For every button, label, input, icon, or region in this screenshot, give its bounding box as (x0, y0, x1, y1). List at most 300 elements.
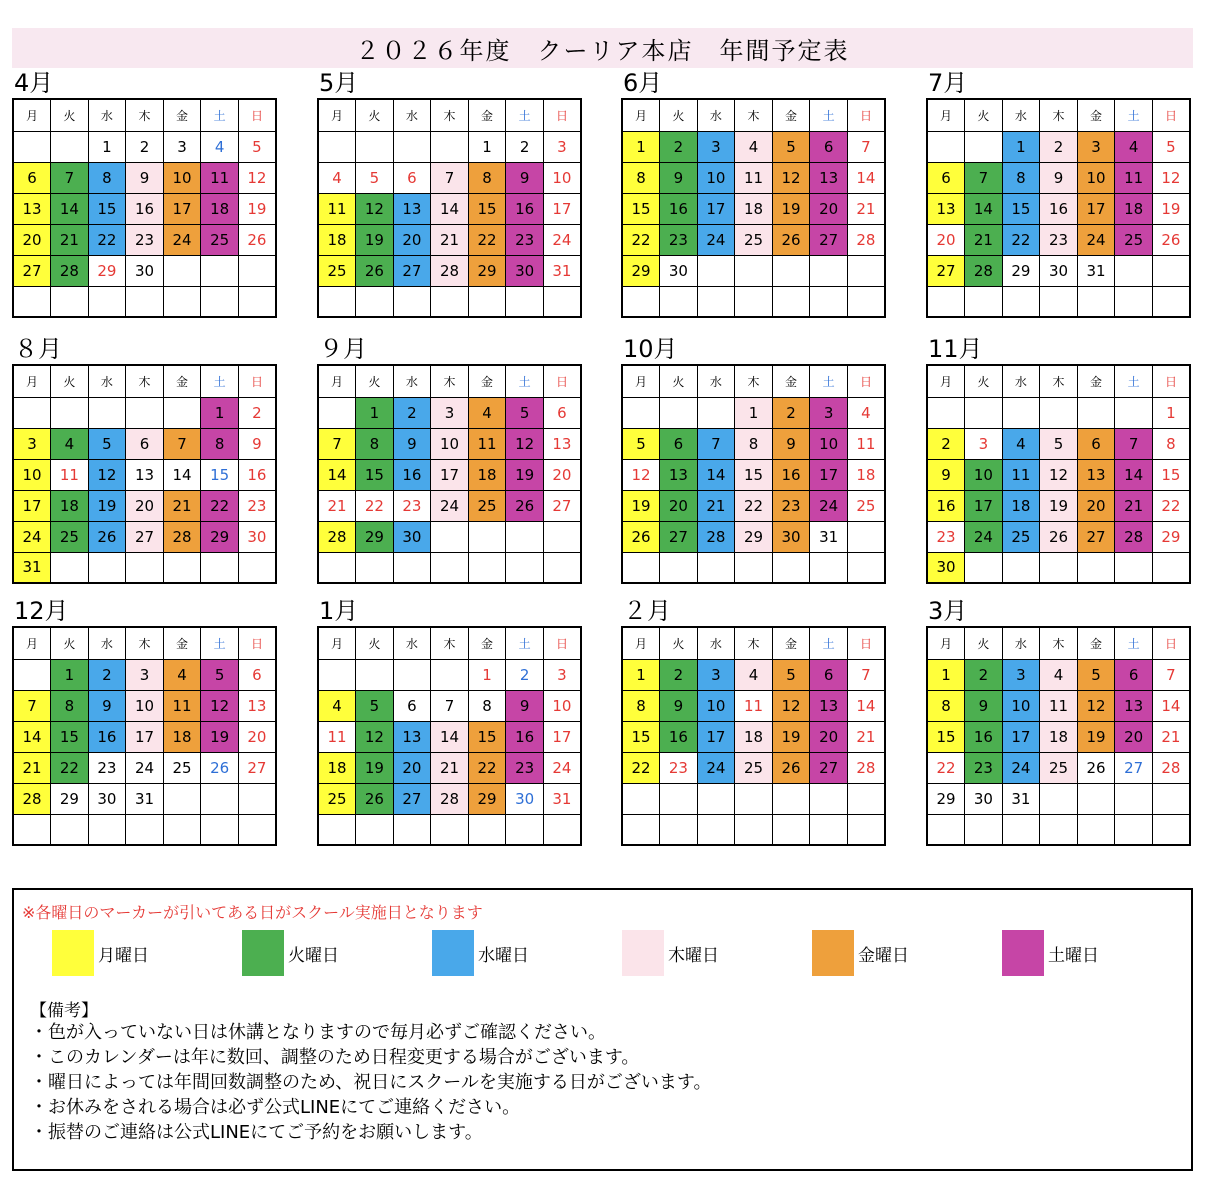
empty-cell (735, 286, 773, 317)
day-cell: 26 (772, 752, 810, 783)
empty-cell (622, 783, 660, 814)
weekday-header: 日 (238, 99, 276, 131)
month-table (12, 98, 277, 318)
empty-cell (468, 814, 506, 845)
marker-notice: ※各曜日のマーカーが引いてある日がスクール実施日となります (22, 903, 483, 922)
day-cell: 21 (13, 752, 51, 783)
month-table (12, 364, 277, 584)
empty-cell (51, 552, 89, 583)
week-row (318, 428, 581, 459)
day-cell: 23 (772, 490, 810, 521)
week-row (927, 131, 1190, 162)
week-row (927, 428, 1190, 459)
day-cell: 20 (543, 459, 581, 490)
empty-cell (506, 814, 544, 845)
day-cell: 28 (1115, 521, 1153, 552)
day-cell: 25 (735, 224, 773, 255)
day-cell: 24 (431, 490, 469, 521)
empty-cell (201, 552, 239, 583)
day-cell: 10 (126, 690, 164, 721)
day-cell: 15 (356, 459, 394, 490)
week-row (927, 752, 1190, 783)
empty-cell (965, 397, 1003, 428)
empty-cell (1002, 286, 1040, 317)
week-row (318, 286, 581, 317)
day-cell: 19 (356, 224, 394, 255)
empty-cell (163, 552, 201, 583)
day-cell: 1 (468, 131, 506, 162)
day-cell: 5 (201, 659, 239, 690)
day-cell: 14 (847, 162, 885, 193)
day-cell: 26 (201, 752, 239, 783)
day-cell: 7 (431, 162, 469, 193)
day-cell: 24 (163, 224, 201, 255)
day-cell: 9 (393, 428, 431, 459)
empty-cell (51, 814, 89, 845)
day-cell: 19 (506, 459, 544, 490)
empty-cell (126, 397, 164, 428)
day-cell: 25 (1002, 521, 1040, 552)
day-cell: 5 (1040, 428, 1078, 459)
day-cell: 1 (88, 131, 126, 162)
day-cell: 10 (431, 428, 469, 459)
empty-cell (126, 552, 164, 583)
day-cell: 16 (238, 459, 276, 490)
legend-item (812, 930, 909, 976)
day-cell: 24 (810, 490, 848, 521)
empty-cell (356, 814, 394, 845)
day-cell: 26 (238, 224, 276, 255)
day-cell: 23 (506, 752, 544, 783)
week-row (927, 255, 1190, 286)
day-cell: 22 (356, 490, 394, 521)
day-cell: 29 (201, 521, 239, 552)
empty-cell (318, 659, 356, 690)
day-cell: 17 (543, 721, 581, 752)
day-cell: 31 (1077, 255, 1115, 286)
day-cell: 30 (506, 255, 544, 286)
weekday-header: 火 (356, 99, 394, 131)
day-cell: 15 (622, 193, 660, 224)
empty-cell (88, 814, 126, 845)
month-label: ２月 (623, 597, 671, 625)
day-cell: 17 (126, 721, 164, 752)
day-cell: 3 (543, 659, 581, 690)
day-cell: 22 (468, 752, 506, 783)
day-cell: 4 (318, 162, 356, 193)
weekday-header: 土 (1115, 365, 1153, 397)
day-cell: 22 (1002, 224, 1040, 255)
legend-label: 水曜日 (478, 945, 529, 966)
day-cell: 24 (1002, 752, 1040, 783)
week-row (927, 552, 1190, 583)
empty-cell (393, 659, 431, 690)
month-table (621, 98, 886, 318)
weekday-header: 日 (543, 365, 581, 397)
day-cell: 10 (163, 162, 201, 193)
day-cell: 1 (1152, 397, 1190, 428)
day-cell: 10 (965, 459, 1003, 490)
empty-cell (1115, 552, 1153, 583)
day-cell: 7 (965, 162, 1003, 193)
legend-swatch (242, 930, 284, 976)
day-cell: 15 (468, 721, 506, 752)
weekday-header: 水 (393, 365, 431, 397)
day-cell: 16 (772, 459, 810, 490)
day-cell: 31 (126, 783, 164, 814)
weekday-header: 水 (393, 627, 431, 659)
day-cell: 14 (847, 690, 885, 721)
day-cell: 26 (356, 255, 394, 286)
day-cell: 12 (772, 690, 810, 721)
day-cell: 21 (1152, 721, 1190, 752)
week-row (318, 224, 581, 255)
day-cell: 5 (622, 428, 660, 459)
day-cell: 8 (468, 162, 506, 193)
day-cell: 10 (810, 428, 848, 459)
day-cell: 13 (810, 690, 848, 721)
empty-cell (1077, 552, 1115, 583)
day-cell: 15 (735, 459, 773, 490)
weekday-header: 月 (318, 627, 356, 659)
week-row (13, 459, 276, 490)
week-row (318, 752, 581, 783)
day-cell: 10 (1002, 690, 1040, 721)
empty-cell (847, 552, 885, 583)
weekday-header: 月 (622, 99, 660, 131)
week-row (13, 521, 276, 552)
empty-cell (13, 286, 51, 317)
day-cell: 5 (356, 690, 394, 721)
day-cell: 26 (88, 521, 126, 552)
empty-cell (201, 255, 239, 286)
empty-cell (393, 131, 431, 162)
week-row (13, 659, 276, 690)
day-cell: 25 (318, 255, 356, 286)
day-cell: 23 (965, 752, 1003, 783)
day-cell: 8 (356, 428, 394, 459)
day-cell: 20 (810, 721, 848, 752)
day-cell: 1 (927, 659, 965, 690)
legend-label: 木曜日 (668, 945, 719, 966)
weekday-header: 火 (660, 99, 698, 131)
month-label: 6月 (623, 69, 663, 97)
week-row (622, 659, 885, 690)
page-title: ２０２６年度 クーリア本店 年間予定表 (12, 28, 1193, 68)
remark-item: ・色が入っていない日は休講となりますので毎月必ずご確認ください。 (30, 1022, 606, 1043)
weekday-header: 木 (431, 365, 469, 397)
weekday-header: 土 (1115, 627, 1153, 659)
week-row (622, 552, 885, 583)
day-cell: 14 (431, 721, 469, 752)
week-row (318, 659, 581, 690)
day-cell: 7 (163, 428, 201, 459)
day-cell: 28 (431, 783, 469, 814)
day-cell: 8 (468, 690, 506, 721)
month-table (317, 98, 582, 318)
day-cell: 12 (772, 162, 810, 193)
weekday-header: 木 (735, 99, 773, 131)
weekday-header: 月 (13, 99, 51, 131)
week-row (622, 162, 885, 193)
day-cell: 9 (238, 428, 276, 459)
day-cell: 23 (393, 490, 431, 521)
month-table (926, 98, 1191, 318)
day-cell: 14 (1152, 690, 1190, 721)
month-label: 11月 (928, 335, 983, 363)
day-cell: 4 (468, 397, 506, 428)
day-cell: 6 (238, 659, 276, 690)
empty-cell (1115, 783, 1153, 814)
week-row (13, 397, 276, 428)
week-row (13, 162, 276, 193)
day-cell: 31 (543, 783, 581, 814)
day-cell: 7 (1152, 659, 1190, 690)
empty-cell (393, 286, 431, 317)
weekday-header: 火 (51, 99, 89, 131)
day-cell: 29 (927, 783, 965, 814)
weekday-header: 土 (810, 99, 848, 131)
day-cell: 5 (356, 162, 394, 193)
weekday-header: 土 (810, 627, 848, 659)
day-cell: 3 (810, 397, 848, 428)
weekday-header: 金 (772, 627, 810, 659)
remarks-list (30, 1020, 711, 1145)
weekday-header: 木 (126, 627, 164, 659)
empty-cell (622, 397, 660, 428)
day-cell: 8 (927, 690, 965, 721)
empty-cell (1002, 552, 1040, 583)
day-cell: 13 (393, 721, 431, 752)
month-label: 4月 (14, 69, 54, 97)
day-cell: 5 (1077, 659, 1115, 690)
day-cell: 31 (543, 255, 581, 286)
day-cell: 22 (88, 224, 126, 255)
day-cell: 9 (965, 690, 1003, 721)
day-cell: 25 (201, 224, 239, 255)
weekday-header: 火 (660, 627, 698, 659)
day-cell: 1 (468, 659, 506, 690)
week-row (13, 224, 276, 255)
day-cell: 2 (393, 397, 431, 428)
day-cell: 11 (735, 162, 773, 193)
weekday-header: 金 (468, 99, 506, 131)
day-cell: 3 (431, 397, 469, 428)
day-cell: 20 (393, 224, 431, 255)
remark-item: ・曜日によっては年間回数調整のため、祝日にスクールを実施する日がございます。 (30, 1072, 712, 1093)
day-cell: 8 (622, 690, 660, 721)
weekday-header: 火 (51, 365, 89, 397)
day-cell: 7 (1115, 428, 1153, 459)
empty-cell (660, 814, 698, 845)
empty-cell (393, 814, 431, 845)
day-cell: 5 (1152, 131, 1190, 162)
day-cell: 14 (697, 459, 735, 490)
empty-cell (847, 286, 885, 317)
day-cell: 7 (847, 131, 885, 162)
day-cell: 18 (468, 459, 506, 490)
day-cell: 28 (431, 255, 469, 286)
day-cell: 2 (772, 397, 810, 428)
week-row (318, 552, 581, 583)
week-row (927, 521, 1190, 552)
empty-cell (1040, 397, 1078, 428)
day-cell: 4 (847, 397, 885, 428)
day-cell: 23 (88, 752, 126, 783)
legend-label: 金曜日 (858, 945, 909, 966)
day-cell: 29 (356, 521, 394, 552)
day-cell: 24 (543, 224, 581, 255)
day-cell: 3 (697, 131, 735, 162)
weekday-header: 木 (735, 365, 773, 397)
day-cell: 18 (201, 193, 239, 224)
day-cell: 10 (13, 459, 51, 490)
day-cell: 17 (431, 459, 469, 490)
weekday-header: 金 (772, 365, 810, 397)
day-cell: 18 (735, 721, 773, 752)
day-cell: 2 (965, 659, 1003, 690)
day-cell: 6 (13, 162, 51, 193)
day-cell: 8 (1152, 428, 1190, 459)
legend-item (432, 930, 529, 976)
empty-cell (356, 552, 394, 583)
weekday-header: 火 (356, 365, 394, 397)
empty-cell (660, 783, 698, 814)
day-cell: 30 (1040, 255, 1078, 286)
empty-cell (1077, 397, 1115, 428)
day-cell: 26 (1152, 224, 1190, 255)
day-cell: 23 (660, 224, 698, 255)
day-cell: 18 (735, 193, 773, 224)
day-cell: 5 (88, 428, 126, 459)
day-cell: 13 (1115, 690, 1153, 721)
day-cell: 13 (126, 459, 164, 490)
day-cell: 29 (1002, 255, 1040, 286)
empty-cell (697, 286, 735, 317)
day-cell: 8 (51, 690, 89, 721)
day-cell: 20 (1077, 490, 1115, 521)
day-cell: 18 (847, 459, 885, 490)
day-cell: 26 (356, 783, 394, 814)
empty-cell (318, 814, 356, 845)
empty-cell (927, 286, 965, 317)
weekday-header: 火 (965, 627, 1003, 659)
day-cell: 11 (847, 428, 885, 459)
day-cell: 13 (393, 193, 431, 224)
empty-cell (318, 552, 356, 583)
week-row (318, 459, 581, 490)
remark-item: ・お休みをされる場合は必ず公式LINEにてご連絡ください。 (30, 1097, 521, 1118)
weekday-header: 火 (965, 365, 1003, 397)
day-cell: 23 (927, 521, 965, 552)
week-row (622, 428, 885, 459)
empty-cell (735, 552, 773, 583)
empty-cell (1152, 255, 1190, 286)
day-cell: 16 (506, 721, 544, 752)
empty-cell (1077, 814, 1115, 845)
day-cell: 8 (88, 162, 126, 193)
day-cell: 30 (238, 521, 276, 552)
empty-cell (318, 131, 356, 162)
legend-swatch (52, 930, 94, 976)
empty-cell (238, 286, 276, 317)
day-cell: 30 (772, 521, 810, 552)
week-row (927, 397, 1190, 428)
weekday-header: 金 (1077, 99, 1115, 131)
empty-cell (1152, 814, 1190, 845)
day-cell: 25 (468, 490, 506, 521)
weekday-header: 水 (1002, 627, 1040, 659)
day-cell: 27 (660, 521, 698, 552)
empty-cell (1002, 397, 1040, 428)
weekday-header: 木 (735, 627, 773, 659)
day-cell: 4 (51, 428, 89, 459)
empty-cell (772, 552, 810, 583)
day-cell: 11 (163, 690, 201, 721)
day-cell: 18 (1002, 490, 1040, 521)
empty-cell (201, 286, 239, 317)
day-cell: 9 (660, 690, 698, 721)
week-row (13, 783, 276, 814)
day-cell: 16 (965, 721, 1003, 752)
empty-cell (201, 783, 239, 814)
week-row (13, 428, 276, 459)
day-cell: 20 (810, 193, 848, 224)
empty-cell (1152, 286, 1190, 317)
day-cell: 4 (735, 659, 773, 690)
weekday-header: 月 (927, 99, 965, 131)
day-cell: 25 (163, 752, 201, 783)
week-row (13, 193, 276, 224)
day-cell: 9 (88, 690, 126, 721)
month-label: ９月 (319, 335, 367, 363)
empty-cell (810, 552, 848, 583)
day-cell: 9 (506, 162, 544, 193)
day-cell: 1 (356, 397, 394, 428)
week-row (622, 783, 885, 814)
day-cell: 19 (201, 721, 239, 752)
day-cell: 17 (697, 721, 735, 752)
day-cell: 14 (163, 459, 201, 490)
empty-cell (163, 255, 201, 286)
day-cell: 19 (1040, 490, 1078, 521)
empty-cell (660, 552, 698, 583)
month-label: 3月 (928, 597, 968, 625)
week-row (622, 131, 885, 162)
legend-item (242, 930, 339, 976)
day-cell: 10 (543, 162, 581, 193)
week-row (13, 552, 276, 583)
remarks-heading: 【備考】 (30, 1001, 98, 1021)
day-cell: 19 (1152, 193, 1190, 224)
weekday-header: 金 (1077, 627, 1115, 659)
day-cell: 29 (468, 255, 506, 286)
day-cell: 14 (318, 459, 356, 490)
day-cell: 2 (660, 659, 698, 690)
empty-cell (13, 659, 51, 690)
day-cell: 3 (543, 131, 581, 162)
day-cell: 28 (1152, 752, 1190, 783)
day-cell: 3 (13, 428, 51, 459)
day-cell: 7 (13, 690, 51, 721)
day-cell: 1 (51, 659, 89, 690)
day-cell: 10 (697, 162, 735, 193)
empty-cell (431, 521, 469, 552)
empty-cell (965, 814, 1003, 845)
day-cell: 5 (772, 659, 810, 690)
empty-cell (163, 286, 201, 317)
weekday-header: 日 (543, 627, 581, 659)
